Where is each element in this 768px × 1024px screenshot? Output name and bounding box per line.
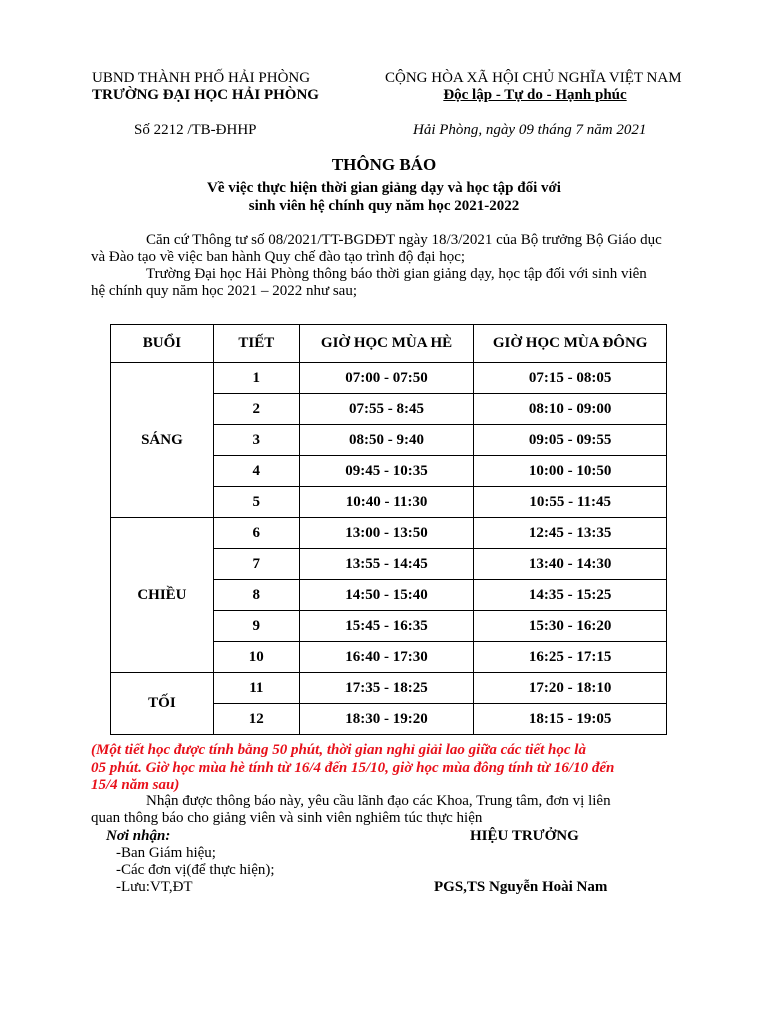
schedule-table	[110, 324, 667, 735]
winter-time-cell: 14:35 - 15:25	[474, 580, 667, 611]
paragraph-1-line-1: Căn cứ Thông tư số 08/2021/TT-BGDĐT ngày 18/3/2021 của Bộ trưởng Bộ Giáo dục	[146, 232, 662, 248]
table-row	[111, 673, 667, 704]
summer-time-cell: 13:55 - 14:45	[299, 549, 474, 580]
table-header-row	[111, 325, 667, 363]
document-date: Hải Phòng, ngày 09 tháng 7 năm 2021	[413, 122, 647, 138]
recipient-item: -Lưu:VT,ĐT	[116, 879, 193, 895]
column-header-summer: GIỜ HỌC MÙA HÈ	[299, 325, 474, 363]
national-title: CỘNG HÒA XÃ HỘI CHỦ NGHĨA VIỆT NAM	[385, 70, 682, 86]
period-cell: 5	[213, 487, 299, 518]
summer-time-cell: 07:00 - 07:50	[299, 363, 474, 394]
summer-time-cell: 07:55 - 8:45	[299, 394, 474, 425]
table-row	[111, 363, 667, 394]
winter-time-cell: 10:00 - 10:50	[474, 456, 667, 487]
column-header-session: BUỔI	[111, 325, 214, 363]
period-cell: 1	[213, 363, 299, 394]
summer-time-cell: 17:35 - 18:25	[299, 673, 474, 704]
winter-time-cell: 10:55 - 11:45	[474, 487, 667, 518]
winter-time-cell: 13:40 - 14:30	[474, 549, 667, 580]
signatory-title: HIỆU TRƯỞNG	[470, 828, 579, 844]
session-cell-evening: TỐI	[111, 673, 214, 735]
winter-time-cell: 15:30 - 16:20	[474, 611, 667, 642]
period-cell: 7	[213, 549, 299, 580]
recipient-item: -Các đơn vị(để thực hiện);	[116, 862, 275, 878]
closing-line-1: Nhận được thông báo này, yêu cầu lãnh đạo các Khoa, Trung tâm, đơn vị liên	[146, 793, 611, 809]
issuer-line-1: UBND THÀNH PHỐ HẢI PHÒNG	[92, 70, 311, 86]
document-number: Số 2212 /TB-ĐHHP	[134, 122, 257, 138]
note-line-1: (Một tiết học được tính bằng 50 phút, thời gian nghỉ giải lao giữa các tiết học là	[91, 742, 586, 758]
paragraph-2-line-2: hệ chính quy năm học 2021 – 2022 như sau;	[91, 283, 358, 299]
summer-time-cell: 14:50 - 15:40	[299, 580, 474, 611]
winter-time-cell: 12:45 - 13:35	[474, 518, 667, 549]
winter-time-cell: 16:25 - 17:15	[474, 642, 667, 673]
column-header-winter: GIỜ HỌC MÙA ĐÔNG	[474, 325, 667, 363]
summer-time-cell: 13:00 - 13:50	[299, 518, 474, 549]
summer-time-cell: 08:50 - 9:40	[299, 425, 474, 456]
note-line-3: 15/4 năm sau)	[91, 777, 180, 793]
winter-time-cell: 07:15 - 08:05	[474, 363, 667, 394]
document-title: THÔNG BÁO	[331, 155, 437, 174]
note-line-2: 05 phút. Giờ học mùa hè tính từ 16/4 đến 15/10, giờ học mùa đông tính từ 16/10 đến	[91, 760, 615, 776]
winter-time-cell: 08:10 - 09:00	[474, 394, 667, 425]
period-cell: 11	[213, 673, 299, 704]
summer-time-cell: 16:40 - 17:30	[299, 642, 474, 673]
period-cell: 4	[213, 456, 299, 487]
period-cell: 6	[213, 518, 299, 549]
summer-time-cell: 09:45 - 10:35	[299, 456, 474, 487]
table-row	[111, 518, 667, 549]
issuer-line-2: TRƯỜNG ĐẠI HỌC HẢI PHÒNG	[92, 87, 319, 103]
period-cell: 2	[213, 394, 299, 425]
summer-time-cell: 15:45 - 16:35	[299, 611, 474, 642]
period-cell: 12	[213, 704, 299, 735]
closing-line-2: quan thông báo cho giảng viên và sinh viên nghiêm túc thực hiện	[91, 810, 483, 826]
recipients-label: Nơi nhận:	[106, 828, 171, 844]
winter-time-cell: 18:15 - 19:05	[474, 704, 667, 735]
signatory-name: PGS,TS Nguyễn Hoài Nam	[434, 879, 608, 895]
winter-time-cell: 09:05 - 09:55	[474, 425, 667, 456]
period-cell: 8	[213, 580, 299, 611]
document-subtitle-line-2: sinh viên hệ chính quy năm học 2021-2022	[248, 198, 520, 214]
summer-time-cell: 10:40 - 11:30	[299, 487, 474, 518]
paragraph-1-line-2: và Đào tạo về việc ban hành Quy chế đào tạo trình độ đại học;	[91, 249, 466, 265]
period-cell: 10	[213, 642, 299, 673]
period-cell: 3	[213, 425, 299, 456]
column-header-period: TIẾT	[213, 325, 299, 363]
national-motto: Độc lập - Tự do - Hạnh phúc	[443, 87, 627, 103]
session-cell-afternoon: CHIỀU	[111, 518, 214, 673]
recipient-item: -Ban Giám hiệu;	[116, 845, 216, 861]
paragraph-2-line-1: Trường Đại học Hải Phòng thông báo thời gian giảng dạy, học tập đối với sinh viên	[146, 266, 647, 282]
document-subtitle-line-1: Về việc thực hiện thời gian giảng dạy và học tập đối với	[207, 180, 561, 196]
summer-time-cell: 18:30 - 19:20	[299, 704, 474, 735]
session-cell-morning: SÁNG	[111, 363, 214, 518]
period-cell: 9	[213, 611, 299, 642]
winter-time-cell: 17:20 - 18:10	[474, 673, 667, 704]
